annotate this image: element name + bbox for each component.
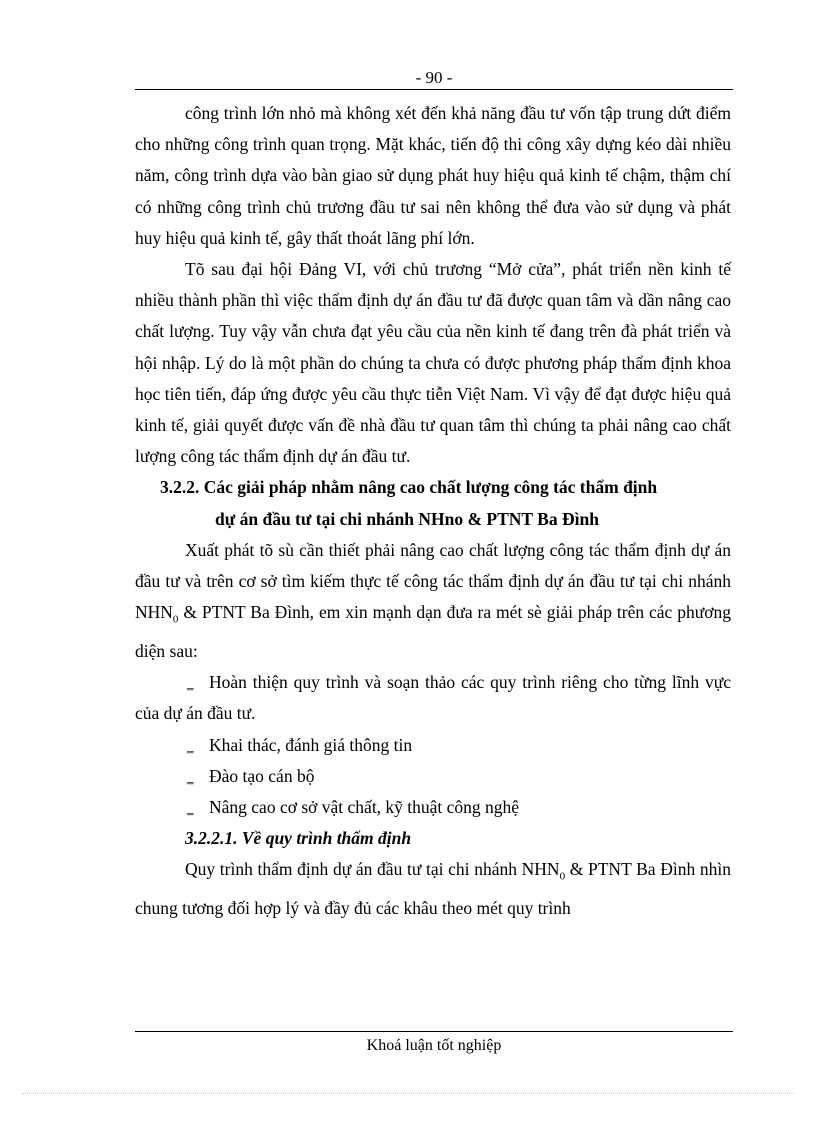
footer-text: Khoá luận tốt nghiệp	[366, 1037, 502, 1054]
subsection-heading: 3.2.2.1. Về quy trình thẩm định	[185, 828, 412, 849]
bullet-item-1	[135, 667, 731, 729]
bullet-dash-icon: ‗	[187, 768, 194, 784]
section-heading-line2: dự án đầu tư tại chi nhánh NHno & PTNT Ba Đình	[215, 508, 599, 529]
paragraph-4-text-b: & PTNT Ba Đình nhìn chung tương đối hợp lý và đầy đủ các khâu theo mét quy trình	[135, 859, 731, 919]
bullet-item-4	[135, 792, 731, 823]
paragraph-3-text-a: Xuất phát tõ sù cần thiết phải nâng cao chất lượng công tác thẩm định dự án đầu tư và trên cơ sở tìm kiếm thực tế công tác thẩm định dự án đầu tư tại chi nhánh NHN	[135, 539, 731, 623]
page-number: - 90 -	[415, 68, 453, 87]
bullet-dash-icon: ‗	[187, 737, 194, 753]
bullet-item-2	[135, 730, 731, 761]
section-heading	[135, 472, 731, 534]
bullet-text-4: Nâng cao cơ sở vật chất, kỹ thuật công nghệ	[209, 796, 520, 817]
paragraph-1: công trình lớn nhỏ mà không xét đến khả năng đầu tư vốn tập trung dứt điểm cho những công trình quan trọng. Mặt khác, tiến độ thi công xây dựng kéo dài nhiều năm, công trình dựa vào bàn giao sử dụng phát huy hiệu quả kinh tế chậm, thậm chí có những công trình chủ trương đầu tư sai nên không thể đưa vào sử dụng và phát huy hiệu quả kinh tế, gây thất thoát lãng phí lớn.	[135, 103, 731, 248]
bullet-item-3	[135, 761, 731, 792]
bullet-text-2: Khai thác, đánh giá thông tin	[209, 734, 413, 755]
paragraph-4-subscript: 0	[559, 870, 566, 883]
paragraph-4-text-a: Quy trình thẩm định dự án đầu tư tại chi nhánh NHN	[185, 859, 560, 880]
paragraph-3-text-b: & PTNT Ba Đình, em xin mạnh dạn đưa ra mét sè giải pháp trên các phương diện sau:	[135, 602, 731, 661]
section-heading-line1: 3.2.2. Các giải pháp nhằm nâng cao chất lượng công tác thẩm định	[160, 477, 658, 498]
bullet-text-1: Hoàn thiện quy trình và soạn thảo các quy trình riêng cho từng lĩnh vực của dự án đầu tư.	[135, 672, 731, 724]
paragraph-4	[135, 854, 731, 924]
document-body	[135, 98, 731, 924]
bullet-dash-icon: ‗	[187, 799, 194, 815]
bullet-dash-icon: ‗	[187, 675, 194, 691]
page-edge-divider	[22, 1093, 794, 1094]
paragraph-3	[135, 535, 731, 667]
bullet-text-3: Đào tạo cán bộ	[209, 765, 315, 786]
footer-rule	[135, 1031, 733, 1032]
header-rule	[135, 89, 733, 90]
paragraph-3-subscript: 0	[172, 613, 179, 626]
paragraph-2: Tõ sau đại hội Đảng VI, với chủ trương “Mở cửa”, phát triển nền kinh tế nhiều thành phần thì việc thẩm định dự án đầu tư đã được quan tâm và dần nâng cao chất lượng. Tuy vậy vẫn chưa đạt yêu cầu của nền kinh tế đang trên đà phát triển và hội nhập. Lý do là một phần do chúng ta chưa có được phương pháp thẩm định khoa học tiên tiến, đáp ứng được yêu cầu thực tiễn Việt Nam. Vì vậy để đạt được hiệu quả kinh tế, giải quyết được vấn đề nhà đầu tư quan tâm thì chúng ta phải nâng cao chất lượng công tác thẩm định dự án đầu tư.	[135, 259, 731, 467]
